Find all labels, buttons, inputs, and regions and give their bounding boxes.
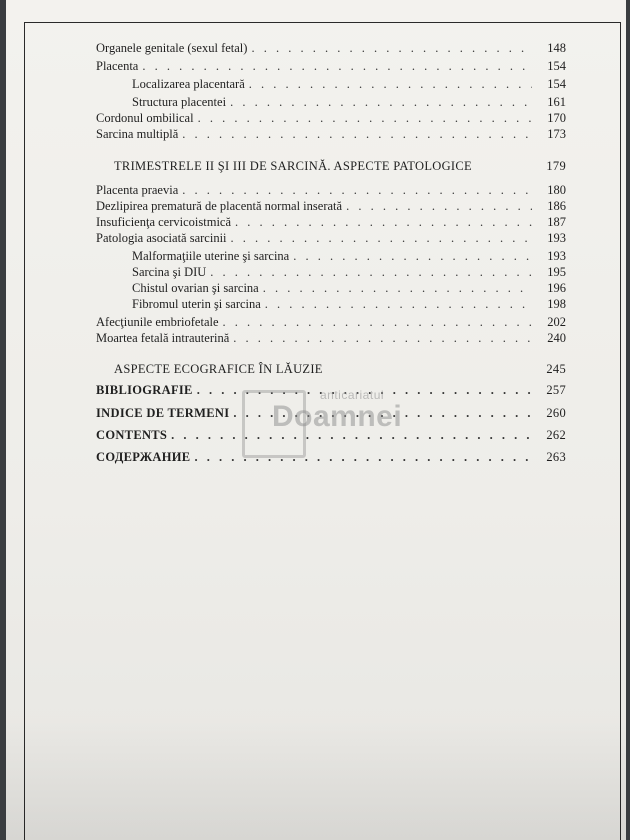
toc-entry: [132, 281, 566, 296]
toc-entry-page: 148: [547, 41, 566, 55]
toc-entry-title: Malformaţiile uterine şi sarcina: [132, 249, 290, 263]
book-page: [6, 0, 626, 840]
toc-entry: [96, 331, 566, 346]
toc-section-title: TRIMESTRELE II ŞI III DE SARCINĂ. ASPECTE PATOLOGICE: [114, 159, 472, 173]
toc-section-title: ASPECTE ECOGRAFICE ÎN LĂUZIE: [114, 362, 323, 376]
toc-entry-title: Fibromul uterin şi sarcina: [132, 297, 261, 311]
watermark-small-text: anticariatul: [320, 388, 385, 402]
toc-entry-title: Localizarea placentară: [132, 77, 245, 91]
toc-section-heading: [114, 159, 566, 174]
toc-entry: [132, 95, 566, 110]
toc-entry-page: 257: [546, 383, 566, 397]
toc-entry-title: Organele genitale (sexul fetal): [96, 41, 248, 55]
toc-entry-title: СОДЕРЖАНИЕ: [96, 450, 191, 464]
toc-entry: [132, 249, 566, 264]
toc-entry-page: 186: [547, 199, 566, 213]
page-shadow: [6, 720, 626, 840]
toc-entry-title: Placenta praevia: [96, 183, 179, 197]
toc-entry-title: INDICE DE TERMENI: [96, 406, 230, 420]
toc-entry: [96, 59, 566, 74]
toc-entry-title: Placenta: [96, 59, 139, 73]
toc-entry-page: 263: [546, 450, 566, 464]
toc-entry-page: 187: [547, 215, 566, 229]
toc-entry-title: Moartea fetală intrauterină: [96, 331, 230, 345]
toc-entry-page: 195: [547, 265, 566, 279]
toc-entry-page: 260: [546, 406, 566, 420]
toc-entry-title: BIBLIOGRAFIE: [96, 383, 193, 397]
toc-entry-title: Chistul ovarian şi sarcina: [132, 281, 259, 295]
toc-entry: [132, 265, 566, 280]
toc-entry: [96, 127, 566, 142]
toc-entry-page: 240: [547, 331, 566, 345]
toc-entry-title: CONTENTS: [96, 428, 168, 442]
toc-section-heading: [114, 362, 566, 377]
toc-entry: [96, 315, 566, 330]
toc-entry-title: Patologia asociată sarcinii: [96, 231, 227, 245]
toc-entry-title: Insuficienţa cervicoistmică: [96, 215, 232, 229]
toc-section-page: 179: [546, 159, 566, 173]
toc-entry-page: 196: [547, 281, 566, 295]
toc-entry-page: 198: [547, 297, 566, 311]
toc-entry: [96, 199, 566, 214]
toc-entry-page: 193: [547, 231, 566, 245]
toc-entry: [96, 111, 566, 126]
toc-entry: [132, 77, 566, 92]
toc-entry-title: Sarcina multiplă: [96, 127, 179, 141]
toc-entry: [96, 231, 566, 246]
toc-entry-page: 180: [547, 183, 566, 197]
toc-entry: [96, 41, 566, 56]
toc-entry-page: 193: [547, 249, 566, 263]
toc-entry-page: 154: [547, 77, 566, 91]
toc-entry-title: Dezlipirea prematură de placentă normal inserată: [96, 199, 343, 213]
watermark-big-text: Doamnei: [272, 400, 403, 433]
toc-entry: [96, 215, 566, 230]
toc-entry-page: 161: [547, 95, 566, 109]
toc-section-page: 245: [546, 362, 566, 376]
toc-entry-title: Afecţiunile embriofetale: [96, 315, 219, 329]
toc-entry-title: Sarcina şi DIU: [132, 265, 207, 279]
toc-entry-title: Cordonul ombilical: [96, 111, 194, 125]
toc-entry-page: 154: [547, 59, 566, 73]
toc-entry-page: 173: [547, 127, 566, 141]
toc-entry: [132, 297, 566, 312]
toc-entry-title: Structura placentei: [132, 95, 227, 109]
watermark-logo: [242, 388, 418, 458]
toc-entry-page: 170: [547, 111, 566, 125]
toc-entry-page: 202: [547, 315, 566, 329]
toc-entry: [96, 183, 566, 198]
toc-entry-page: 262: [546, 428, 566, 442]
